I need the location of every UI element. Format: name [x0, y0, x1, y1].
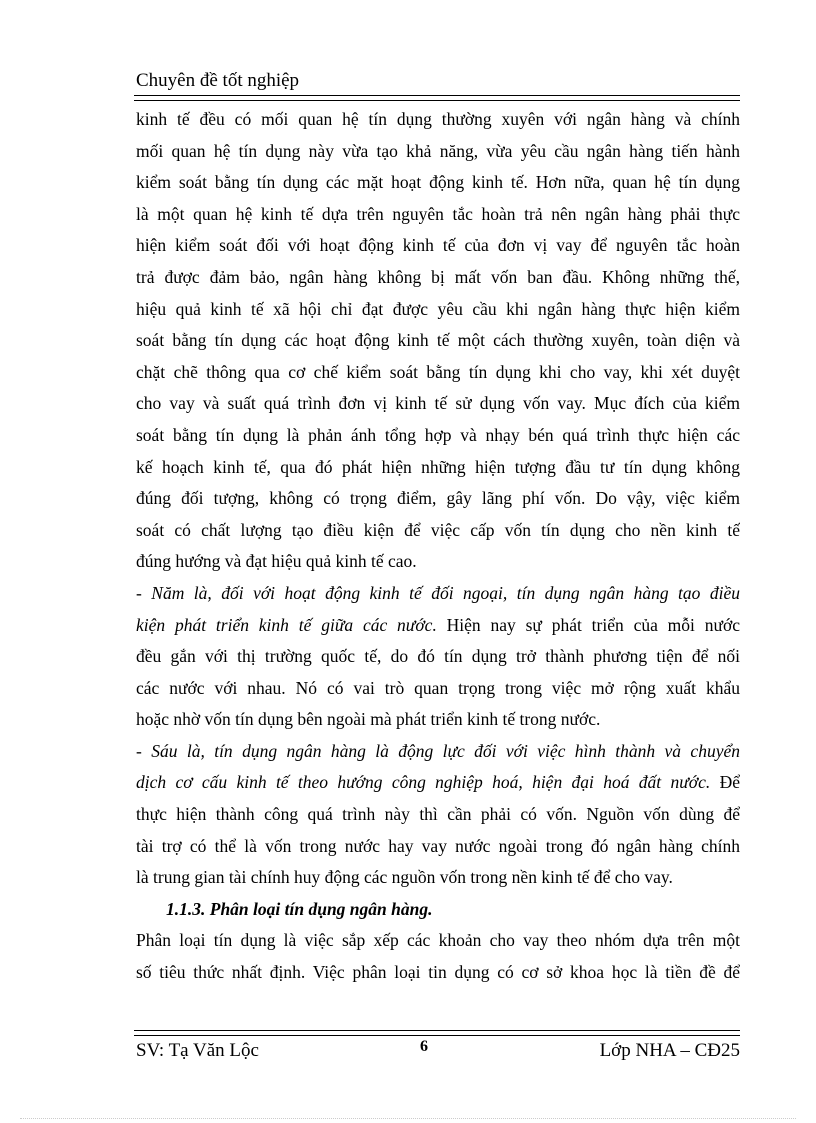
text-line	[136, 610, 740, 642]
page-edge-dotted-line	[20, 1118, 796, 1119]
text-line-italic: - Sáu là, tín dụng ngân hàng là động lực đối với việc hình thành và chuyển	[136, 740, 740, 761]
text-run: Hiện nay sự phát triển của mỗi nước	[436, 614, 740, 635]
page-footer	[136, 1040, 740, 1070]
text-line: thực hiện thành công quá trình này thì cần phải có vốn. Nguồn vốn dùng để	[136, 804, 740, 825]
page-number: 6	[420, 1038, 428, 1055]
text-line: cho vay và suất quá trình đơn vị kinh tế sử dụng vốn vay. Mục đích của kiểm	[136, 393, 740, 414]
document-body	[136, 104, 740, 989]
section-heading: 1.1.3. Phân loại tín dụng ngân hàng.	[166, 898, 433, 919]
text-line: hiện kiểm soát đối với hoạt động kinh tế của đơn vị vay để nguyên tắc hoàn	[136, 235, 740, 256]
text-line: kiểm soát bằng tín dụng các mặt hoạt động kinh tế. Hơn nữa, quan hệ tín dụng	[136, 172, 740, 193]
text-line: mối quan hệ tín dụng này vừa tạo khả năng, vừa yêu cầu ngân hàng tiến hành	[136, 140, 740, 161]
italic-phrase: kiện phát triển kinh tế giữa các nước.	[136, 614, 437, 635]
text-line: là một quan hệ kinh tế dựa trên nguyên tắc hoàn trả nên ngân hàng phải thực	[136, 203, 740, 224]
footer-double-rule	[134, 1030, 740, 1036]
text-line: soát có chất lượng tạo điều kiện để việc cấp vốn tín dụng cho nền kinh tế	[136, 519, 740, 540]
footer-class-label: Lớp NHA – CĐ25	[599, 1040, 740, 1061]
text-line: soát bằng tín dụng là phản ánh tổng hợp và nhạy bén quá trình thực hiện các	[136, 424, 740, 445]
text-line-italic: - Năm là, đối với hoạt động kinh tế đối ngoại, tín dụng ngân hàng tạo điều	[136, 582, 740, 603]
text-line: tài trợ có thể là vốn trong nước hay vay nước ngoài trong đó ngân hàng chính	[136, 835, 740, 856]
text-line: số tiêu thức nhất định. Việc phân loại tin dụng có cơ sở khoa học là tiền đề để	[136, 962, 740, 983]
text-line: kế hoạch kinh tế, qua đó phát hiện những hiện tượng đầu tư tín dụng không	[136, 456, 740, 477]
text-line: kinh tế đều có mối quan hệ tín dụng thường xuyên với ngân hàng và chính	[136, 109, 740, 129]
text-line	[136, 767, 740, 799]
text-line: hoặc nhờ vốn tín dụng bên ngoài mà phát triển kinh tế trong nước.	[136, 709, 601, 730]
text-run: Để	[710, 772, 740, 793]
text-line: trả được đảm bảo, ngân hàng không bị mất vốn ban đầu. Không những thế,	[136, 266, 740, 287]
text-line: là trung gian tài chính huy động các nguồn vốn trong nền kinh tế để cho vay.	[136, 867, 673, 888]
footer-student-name: SV: Tạ Văn Lộc	[136, 1040, 259, 1061]
text-line: Phân loại tín dụng là việc sắp xếp các khoản cho vay theo nhóm dựa trên một	[136, 930, 740, 951]
text-line: đúng đối tượng, không có trọng điểm, gây lãng phí vốn. Do vậy, việc kiểm	[136, 488, 740, 509]
text-line: hiệu quả kinh tế xã hội chỉ đạt được yêu cầu khi ngân hàng thực hiện kiểm	[136, 298, 740, 319]
text-line: các nước với nhau. Nó có vai trò quan trọng trong việc mở rộng xuất khẩu	[136, 677, 740, 698]
header-double-rule	[134, 95, 740, 101]
text-line: soát bằng tín dụng các hoạt động kinh tế một cách thường xuyên, toàn diện và	[136, 330, 740, 351]
running-header: Chuyên đề tốt nghiệp	[136, 70, 300, 91]
italic-phrase: dịch cơ cấu kinh tế theo hướng công nghiệp hoá, hiện đại hoá đất nước.	[136, 772, 711, 793]
text-line: chặt chẽ thông qua cơ chế kiểm soát bằng tín dụng khi cho vay, khi xét duyệt	[136, 361, 740, 382]
text-line: đúng hướng và đạt hiệu quả kinh tế cao.	[136, 551, 417, 572]
text-line: đều gắn với thị trường quốc tế, do đó tín dụng trở thành phương tiện để nối	[136, 646, 740, 667]
